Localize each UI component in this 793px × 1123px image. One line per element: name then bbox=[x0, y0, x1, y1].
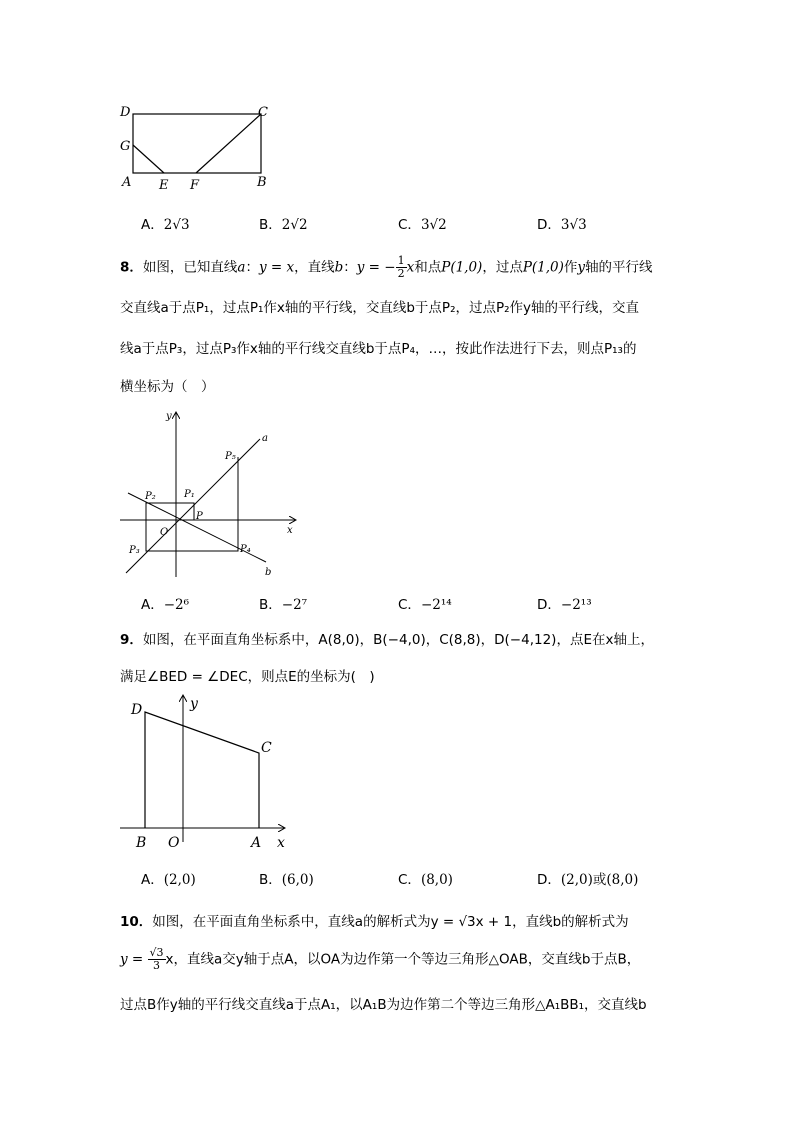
figure-lines-ab bbox=[110, 405, 310, 585]
label-p1: P₁ bbox=[184, 489, 195, 500]
figure-rectangle bbox=[110, 100, 290, 195]
label-b: B bbox=[136, 835, 147, 851]
label-f: F bbox=[190, 178, 200, 193]
q9-option-c[interactable]: C．(8,0) bbox=[398, 872, 453, 888]
label-g: G bbox=[120, 139, 131, 154]
q9-line2: 满足∠BED = ∠DEC，则点E的坐标为( ) bbox=[120, 669, 375, 685]
label-d: D bbox=[120, 105, 131, 120]
label-p4: P₄ bbox=[240, 544, 251, 555]
q8-option-b[interactable]: B．−2⁷ bbox=[259, 597, 308, 613]
q8-option-d[interactable]: D．−2¹³ bbox=[537, 597, 592, 613]
q10-line3: 过点B作y轴的平行线交直线a于点A₁，以A₁B为边作第二个等边三角形△A₁BB₁，交直线b bbox=[120, 997, 647, 1013]
figure-coordinate-quad bbox=[110, 690, 300, 855]
segment-ge bbox=[133, 145, 164, 173]
label-x: x bbox=[277, 835, 285, 851]
q8-line4: 横坐标为（ ） bbox=[120, 379, 215, 395]
label-d: D bbox=[131, 702, 143, 718]
label-e: E bbox=[159, 178, 169, 193]
fraction-one-half: $\frac{1}{2}$ bbox=[397, 254, 405, 280]
segment-fc bbox=[196, 114, 261, 173]
rectangle-abcd bbox=[133, 114, 261, 173]
q8-line2: 交直线a于点P₁，过点P₁作x轴的平行线，交直线b于点P₂，过点P₂作y轴的平行线，交直 bbox=[120, 300, 640, 316]
q9-number: 9． bbox=[120, 632, 143, 648]
q8-option-a[interactable]: A．−2⁶ bbox=[141, 597, 190, 613]
label-y: y bbox=[166, 411, 172, 422]
q8-line3: 线a于点P₃，过点P₃作x轴的平行线交直线b于点P₄，…，按此作法进行下去，则点P₁₃的 bbox=[120, 341, 637, 357]
label-p2: P₂ bbox=[145, 491, 156, 502]
label-o: O bbox=[168, 835, 180, 851]
q7-option-d[interactable]: D．3√3 bbox=[537, 217, 587, 233]
label-o: O bbox=[160, 527, 169, 538]
label-c: C bbox=[261, 740, 272, 756]
q9-line1: 9．如图，在平面直角坐标系中，A(8,0)，B(−4,0)，C(8,8)，D(−4,12)，点E在x轴上， bbox=[120, 632, 654, 648]
label-b: b bbox=[265, 567, 272, 578]
q7-option-c[interactable]: C．3√2 bbox=[398, 217, 447, 233]
label-x: x bbox=[287, 525, 293, 536]
label-a: A bbox=[122, 175, 132, 190]
label-b: B bbox=[257, 175, 267, 190]
q7-option-b[interactable]: B．2√2 bbox=[259, 217, 308, 233]
q10-line1: 10．如图，在平面直角坐标系中，直线a的解析式为y = √3x + 1，直线b的解析式为 bbox=[120, 914, 629, 930]
label-p: P bbox=[196, 511, 203, 522]
q7-option-a[interactable]: A．2√3 bbox=[141, 217, 190, 233]
label-a: a bbox=[262, 433, 268, 444]
q8-line1: 8．如图，已知直线a：y = x，直线b：y = − $\frac{1}{2}$ x和点P(1,0)，过点P(1,0)作y轴的平行线 bbox=[120, 254, 653, 280]
label-a: A bbox=[251, 835, 262, 851]
q8-number: 8． bbox=[120, 259, 143, 276]
label-c: C bbox=[258, 105, 268, 120]
label-p5: P₅ bbox=[225, 451, 236, 462]
q10-line2: y = $\frac{√3}{3}$ x，直线a交y轴于点A，以OA为边作第一个等边三角形△OAB，交直线b于点B， bbox=[120, 946, 641, 972]
label-y: y bbox=[190, 696, 198, 712]
q10-number: 10． bbox=[120, 914, 153, 930]
q9-option-b[interactable]: B．(6,0) bbox=[259, 872, 314, 888]
q9-option-a[interactable]: A．(2,0) bbox=[141, 872, 196, 888]
q9-option-d[interactable]: D．(2,0)或(8,0) bbox=[537, 872, 639, 888]
quadrilateral-bdca bbox=[145, 712, 259, 828]
q8-option-c[interactable]: C．−2¹⁴ bbox=[398, 597, 452, 613]
label-p3: P₃ bbox=[129, 545, 140, 556]
fraction-sqrt3-over-3: $\frac{√3}{3}$ bbox=[149, 946, 164, 972]
